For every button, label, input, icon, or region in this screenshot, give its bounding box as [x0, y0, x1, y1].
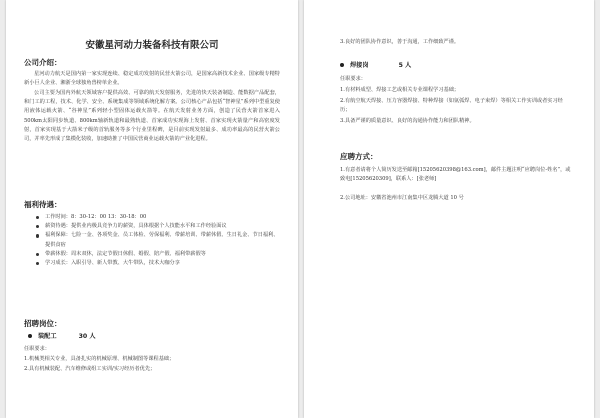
intro-paragraph-1: 星河动力航天是国内第一家实现连续、稳定成功发射的民营火箭公司，是国家高新技术企业、国家级专精特新小巨人企业、湘浙全球独角兽榜单企业。 [24, 71, 280, 87]
company-title: 安徽星河动力装备科技有限公司 [85, 40, 219, 51]
job-welder-name: 焊接岗 [350, 62, 369, 69]
benefit-item: 带薪休假：周末双休，法定节假日休假、婚假、陪产假、福利带薪假等 [36, 250, 280, 259]
bullet-icon [340, 63, 344, 67]
job-assembler-req-2: 2.具有机械装配、汽车维修或组工实训/实习经历者优先； [24, 366, 156, 372]
job-welder [340, 60, 411, 69]
benefit-item: 学习成长：入职引导、新人带教、大牛带队，技术大咖分享 [36, 259, 280, 268]
bullet-icon [28, 334, 32, 338]
job-assembler-name: 装配工 [38, 333, 57, 340]
job-welder-req-3: 3.具备严谨的质量意识、良好的沟通协作能力和团队精神。 [340, 118, 475, 124]
job-assembler-req-label: 任职要求： [24, 346, 50, 352]
job-assembler-count: 30 人 [78, 333, 96, 340]
teamwork-line: 3.良好的团队协作意识，善于沟通，工作细致严谨。 [340, 39, 460, 45]
benefit-item: 薪资待遇：提供业内极具竞争力的薪资，具体根据个人技能水平和工作经验面议 [36, 222, 280, 231]
job-welder-req-2: 2.有航空航天焊接、压力容器焊接、特种焊接（如氩弧焊、电子束焊）等相关工作实训或者实习经历； [340, 98, 563, 114]
benefit-item: 工作时间：8：30-12：00 13：30-18：00 [36, 213, 280, 222]
benefit-item: 福利保障：七险一金、各项奖金、员工体检、劳保福利、带薪培训、带薪休假、生日礼金、节日福利、提供食宿 [36, 231, 280, 249]
benefits-list [36, 213, 280, 268]
document-page-left [6, 0, 298, 418]
apply-heading: 应聘方式： [340, 152, 378, 161]
job-welder-count: 5 人 [398, 62, 412, 69]
apply-item-2: 2.公司地址：安徽省池州市江南集中区龙腾大道 10 号 [340, 195, 464, 201]
document-page-right [304, 0, 594, 418]
job-assembler-req-1: 1.机械类相关专业，具备扎实的机械原理、机械制图等课程基础； [24, 356, 175, 362]
apply-item-1: 1.有意者请将个人简历发送至邮箱[15205620398@163.com]，邮件主题注明“应聘岗位-姓名”，或致电[15205620309]，联系人：[张老师] [340, 167, 571, 183]
benefits-heading: 福利待遇： [24, 200, 62, 209]
positions-heading: 招聘岗位： [24, 319, 62, 328]
job-welder-req-label: 任职要求： [340, 76, 366, 82]
job-welder-req-1: 1.有材料成型、焊接工艺或相关专业课程学习基础； [340, 87, 460, 93]
intro-paragraph-2: 公司主要为国内外航天领域客户提供高效、可靠的航天发射服务，先进的快天装备制造、能数据产品配套，和门工的工程，技术、化学、安全、系统集成等领域系统化解方案。公司核心产品包括“智神星”系列中型重复使用液体运载火箭、“谷神星”系列轻小型固体运载火箭等。在航天发射业务方面，创造了民营火箭首家进入500km太阳同步轨道、800km轴新轨道和最熟轨道、首家成功实现海上发射、首家实现火箭量产和高密度发射，首家实现基于大箭米子级的首轨服务等多个行业里程碑，是目前实现发射最多、成功率最高的民营火箭公司，并率先形成了集模化装收，加速助推了中国民营商业运载火箭的产业化进程。 [24, 90, 280, 143]
job-assembler [28, 331, 96, 340]
intro-heading: 公司介绍： [24, 58, 62, 67]
